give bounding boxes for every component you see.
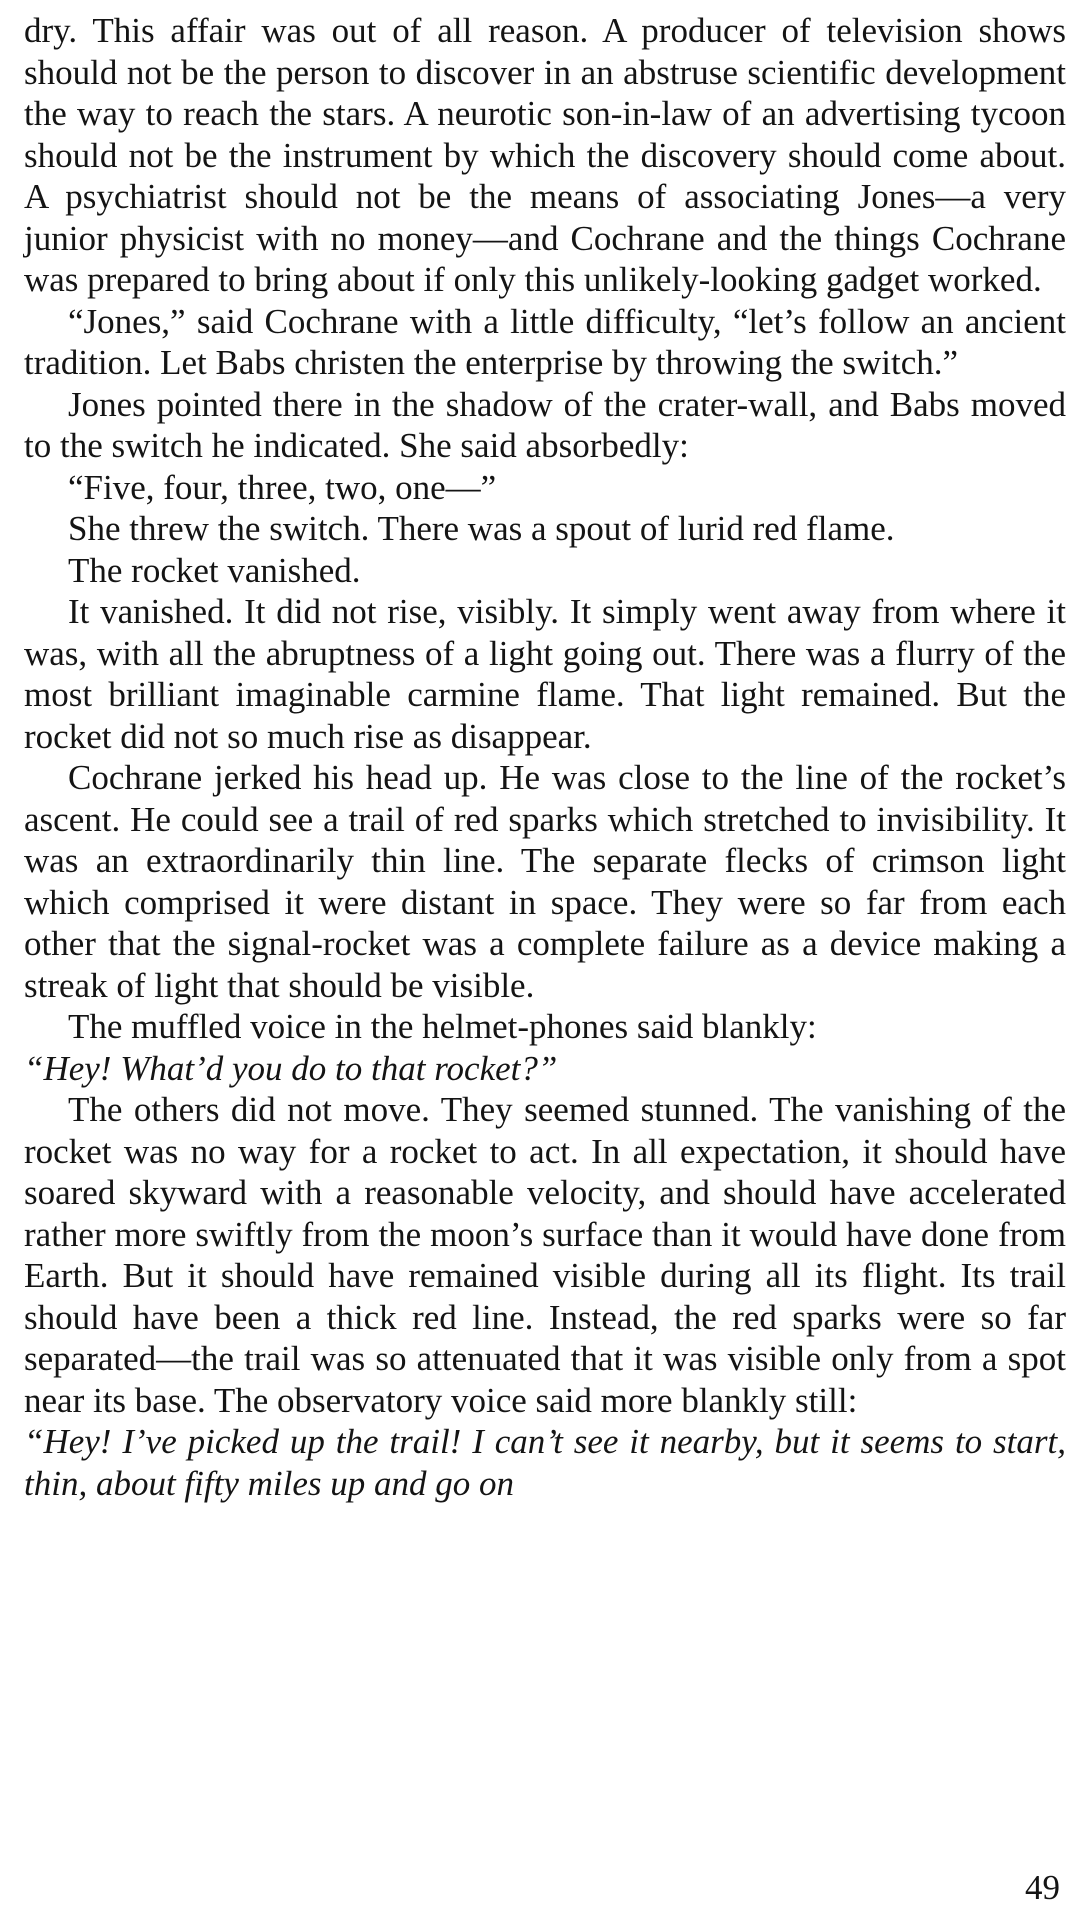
paragraph: “Five, four, three, two, one—”: [68, 467, 497, 507]
paragraph: “Jones,” said Cochrane with a little difficulty, “let’s follow an ancient tradition. Let Babs christen the enterprise by throwing the switch.”: [24, 301, 1066, 382]
paragraph: Cochrane jerked his head up. He was close to the line of the rocket’s ascent. He could see a trail of red sparks which stretched to invisibility. It was an extraordinarily thin line. The separate flecks of crimson light which comprised it were distant in space. They were so far from each other that the signal-rocket was a complete failure as a device making a streak of light that should be visible.: [24, 758, 1066, 1005]
page-number: 49: [1025, 1868, 1060, 1907]
paragraph: The others did not move. They seemed stunned. The vanishing of the rocket was no way for a rocket to act. In all expectation, it should have soared skyward with a reasonable velocity, and should have accelerated rather more swiftly from the moon’s surface than it would have done from Earth. But it should have remained visible during all its flight. Its trail should have been a thick red line. Instead, the red sparks were so far separated—the trail was so attenuated that it was visible only from a spot near its base. The observatory voice said more blankly still:: [24, 1090, 1066, 1420]
paragraph: The rocket vanished.: [68, 550, 361, 590]
paragraph: dry. This affair was out of all reason. A producer of television shows should not be the person to discover in an abstruse scientific development the way to reach the stars. A neurotic son-in-law of an advertising tycoon should not be the instrument by which the discovery should come about. A psychiatrist should not be the means of associating Jones—a very junior physicist with no money—and Cochrane and the things Cochrane was prepared to bring about if only this unlikely-looking gadget worked.: [24, 11, 1066, 299]
paragraph: Jones pointed there in the shadow of the crater-wall, and Babs moved to the switch he indicated. She said absorbedly:: [24, 384, 1066, 465]
paragraph: She threw the switch. There was a spout of lurid red flame.: [68, 509, 895, 548]
paragraph: It vanished. It did not rise, visibly. It simply went away from where it was, with all the abruptness of a light going out. There was a flurry of the most brilliant imaginable carmine flame. That light remained. But the rocket did not so much rise as disappear.: [24, 592, 1066, 756]
paragraph-italic-quote: “Hey! I’ve picked up the trail! I can’t see it nearby, but it seems to start, thin, about fifty miles up and go on: [24, 1422, 1066, 1503]
paragraph: The muffled voice in the helmet-phones said blankly:: [68, 1007, 817, 1046]
paragraph-italic-quote: “Hey! What’d you do to that rocket?”: [24, 1048, 558, 1088]
body-text: [24, 10, 1066, 1504]
